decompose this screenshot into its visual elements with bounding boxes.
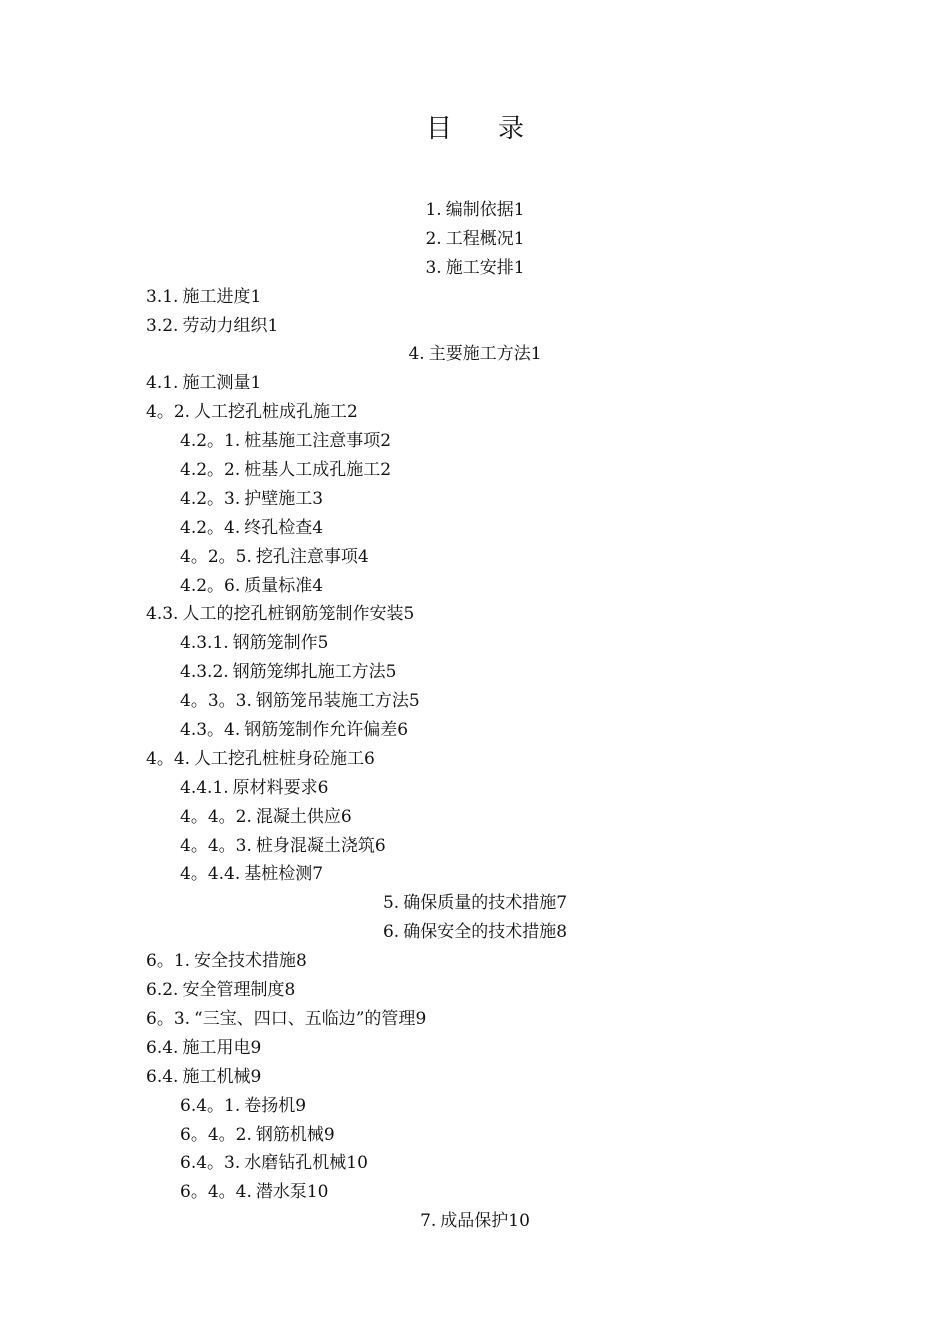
toc-entry[interactable] <box>0 369 950 398</box>
toc-entry-title: 钢筋笼吊装施工方法 <box>255 691 409 712</box>
toc-entry-title: 编制依据 <box>445 200 514 220</box>
toc-entry[interactable] <box>0 1005 950 1034</box>
toc-entry-title: 潜水泵 <box>255 1182 307 1203</box>
toc-entry-number: 4.2。3. <box>180 488 241 509</box>
toc-entry-title: 成品保护 <box>440 1211 509 1232</box>
toc-entry[interactable] <box>0 1149 950 1178</box>
toc-entry-title: “三宝、四口、五临边”的管理 <box>194 1008 416 1029</box>
toc-entry[interactable] <box>0 225 950 254</box>
toc-entry-number: 4.1. <box>146 373 179 394</box>
toc-title-char-1: 目 <box>425 114 452 144</box>
toc-entry-title: 终孔检查 <box>244 517 313 538</box>
toc-entry-number: 6。1. <box>146 951 191 972</box>
toc-entry-number: 4。4.4. <box>180 864 241 885</box>
toc-entry-number: 6.4。1. <box>180 1095 241 1116</box>
toc-entry-page-number: 7 <box>312 864 324 885</box>
toc-entry-number: 6.4. <box>146 1037 179 1058</box>
toc-entry-title: 确保安全的技术措施 <box>403 922 557 943</box>
toc-entry-page-number: 4 <box>312 575 324 596</box>
toc-entry-title: 桩身混凝土浇筑 <box>255 835 375 856</box>
toc-entry-page-number: 1 <box>513 228 525 249</box>
toc-entry[interactable] <box>0 398 950 427</box>
toc-entry-number: 4。4. <box>146 748 191 769</box>
toc-entry-title: 施工安排 <box>445 257 514 278</box>
toc-title <box>0 108 950 145</box>
toc-entry-title: 质量标准 <box>244 575 313 596</box>
toc-entry-title: 钢筋笼绑扎施工方法 <box>232 662 386 683</box>
toc-entry-page-number: 9 <box>295 1095 307 1116</box>
toc-entry-number: 3. <box>425 257 442 278</box>
toc-entry-title: 桩基施工注意事项 <box>244 431 381 452</box>
toc-entry-number: 1. <box>425 200 442 220</box>
toc-entry-title: 钢筋机械 <box>255 1124 324 1145</box>
toc-entry[interactable] <box>0 1092 950 1121</box>
toc-entry[interactable] <box>0 572 950 601</box>
toc-entry[interactable] <box>0 889 950 918</box>
toc-entry[interactable] <box>0 196 950 225</box>
toc-entry-number: 6. <box>382 922 400 943</box>
toc-entry[interactable] <box>0 456 950 485</box>
toc-entry-page-number: 8 <box>556 922 568 943</box>
toc-entry-number: 4。3。3. <box>180 691 252 712</box>
toc-entry-title: 工程概况 <box>445 228 514 249</box>
toc-entry[interactable] <box>0 1207 950 1236</box>
toc-entry-title: 混凝土供应 <box>255 806 341 827</box>
toc-entry-page-number: 4 <box>357 546 369 567</box>
toc-entry-title: 桩基人工成孔施工 <box>244 460 381 481</box>
toc-entry-number: 6.4. <box>146 1066 179 1087</box>
toc-entry[interactable] <box>0 485 950 514</box>
toc-entry[interactable] <box>0 687 950 716</box>
toc-entry-title: 人工挖孔桩桩身砼施工 <box>194 748 365 769</box>
toc-entry-title: 护壁施工 <box>244 488 313 509</box>
toc-entry[interactable] <box>0 803 950 832</box>
toc-entry-title: 挖孔注意事项 <box>255 546 358 567</box>
toc-entry-title: 基桩检测 <box>244 864 313 885</box>
toc-entry-title: 钢筋笼制作 <box>232 633 318 654</box>
toc-entry-number: 4.3.2. <box>180 662 229 683</box>
toc-entry-title: 卷扬机 <box>244 1095 296 1116</box>
toc-entry[interactable] <box>0 1178 950 1207</box>
toc-entry-number: 5. <box>382 893 400 914</box>
toc-entry-number: 4。2。5. <box>180 546 252 567</box>
toc-entry-title: 确保质量的技术措施 <box>403 893 557 914</box>
toc-entry-title: 人工的挖孔桩钢筋笼制作安装 <box>182 604 404 625</box>
toc-entry-page-number: 1 <box>513 200 525 220</box>
toc-entry[interactable] <box>0 543 950 572</box>
toc-entry[interactable] <box>0 340 950 369</box>
toc-entry-page-number: 1 <box>250 286 262 307</box>
toc-entry-number: 4。4。3. <box>180 835 252 856</box>
toc-entry[interactable] <box>0 514 950 543</box>
toc-entry-number: 4.2。4. <box>180 517 241 538</box>
toc-entry-page-number: 5 <box>403 604 415 625</box>
toc-entry-title: 劳动力组织 <box>182 315 268 336</box>
toc-entry-number: 4.3.1. <box>180 633 229 654</box>
toc-entry-page-number: 5 <box>385 662 397 683</box>
toc-entry-number: 4.3. <box>146 604 179 625</box>
toc-entry[interactable] <box>0 774 950 803</box>
toc-entry-title: 施工进度 <box>182 286 251 307</box>
toc-entry-page-number: 6 <box>374 835 386 856</box>
toc-entry-page-number: 9 <box>250 1066 262 1087</box>
toc-entry-page-number: 10 <box>508 1211 530 1232</box>
toc-entry-page-number: 4 <box>312 517 324 538</box>
toc-entry[interactable] <box>0 283 950 312</box>
toc-entry-page-number: 1 <box>267 315 279 336</box>
toc-entry-number: 4.3。4. <box>180 720 241 741</box>
toc-entry-number: 4。2. <box>146 402 191 423</box>
toc-entry-page-number: 6 <box>340 806 352 827</box>
toc-entry-page-number: 2 <box>347 402 358 423</box>
toc-entry[interactable] <box>0 745 950 774</box>
toc-entry-title: 施工机械 <box>182 1066 251 1087</box>
toc-entry-page-number: 7 <box>556 893 568 914</box>
toc-entry-page-number: 8 <box>284 980 296 1001</box>
toc-entry-number: 3.2. <box>146 315 179 336</box>
toc-entry[interactable] <box>0 947 950 976</box>
toc-entry-page-number: 9 <box>415 1008 427 1029</box>
toc-entry-page-number: 10 <box>306 1182 329 1203</box>
toc-entry-page-number: 3 <box>312 488 324 509</box>
toc-entry-page-number: 9 <box>323 1124 335 1145</box>
toc-entry[interactable] <box>0 254 950 283</box>
toc-entry-number: 6.2. <box>146 980 179 1001</box>
toc-entry-page-number: 1 <box>530 344 542 365</box>
toc-entry-page-number: 6 <box>364 748 375 769</box>
toc-entry-page-number: 6 <box>397 720 409 741</box>
toc-entry-number: 6。4。2. <box>180 1124 252 1145</box>
toc-entry[interactable] <box>0 629 950 658</box>
toc-entry-title: 施工用电 <box>182 1037 251 1058</box>
toc-entry[interactable] <box>0 918 950 947</box>
toc-entry-page-number: 1 <box>513 257 525 278</box>
toc-entry-number: 4.2。1. <box>180 431 241 452</box>
toc-entry-page-number: 2 <box>380 460 392 481</box>
toc-entry[interactable] <box>0 427 950 456</box>
toc-entry-page-number: 1 <box>250 373 262 394</box>
toc-title-char-2: 录 <box>498 114 525 144</box>
toc-entry-title: 水磨钻孔机械 <box>244 1153 347 1174</box>
toc-entry-title: 主要施工方法 <box>428 344 531 365</box>
toc-entry-page-number: 5 <box>317 633 329 654</box>
toc-entry[interactable] <box>0 860 950 889</box>
toc-entry[interactable] <box>0 832 950 861</box>
toc-entry[interactable] <box>0 1121 950 1150</box>
toc-entry-page-number: 5 <box>408 691 420 712</box>
toc-entry-page-number: 6 <box>317 777 329 798</box>
toc-entry-title: 钢筋笼制作允许偏差 <box>244 720 398 741</box>
toc-entry-number: 3.1. <box>146 286 179 307</box>
toc-entry[interactable] <box>0 716 950 745</box>
toc-entry-title: 原材料要求 <box>232 777 318 798</box>
toc-entry[interactable] <box>0 658 950 687</box>
toc-entry-number: 4. <box>408 344 425 365</box>
toc-entry-number: 7. <box>420 1211 437 1232</box>
toc-entry-page-number: 2 <box>380 431 392 452</box>
toc-entry[interactable] <box>0 312 950 341</box>
toc-entry-number: 4。4。2. <box>180 806 252 827</box>
toc-entry-number: 4.2。2. <box>180 460 241 481</box>
toc-entry-number: 6。4。4. <box>180 1182 252 1203</box>
toc-entry-title: 安全技术措施 <box>194 951 297 972</box>
table-of-contents <box>0 196 950 1236</box>
toc-entry-number: 6.4。3. <box>180 1153 241 1174</box>
toc-entry-page-number: 10 <box>346 1153 368 1174</box>
toc-entry-page-number: 9 <box>250 1037 262 1058</box>
toc-entry[interactable] <box>0 1063 950 1092</box>
toc-entry-number: 6。3. <box>146 1008 191 1029</box>
toc-entry[interactable] <box>0 600 950 629</box>
toc-entry-number: 4.2。6. <box>180 575 241 596</box>
toc-entry-title: 安全管理制度 <box>182 980 285 1001</box>
toc-entry-number: 2. <box>425 228 442 249</box>
toc-entry-title: 人工挖孔桩成孔施工 <box>194 402 348 423</box>
toc-entry[interactable] <box>0 1034 950 1063</box>
toc-entry-page-number: 8 <box>296 951 307 972</box>
toc-entry[interactable] <box>0 976 950 1005</box>
toc-entry-number: 4.4.1. <box>180 777 229 798</box>
toc-entry-title: 施工测量 <box>182 373 251 394</box>
